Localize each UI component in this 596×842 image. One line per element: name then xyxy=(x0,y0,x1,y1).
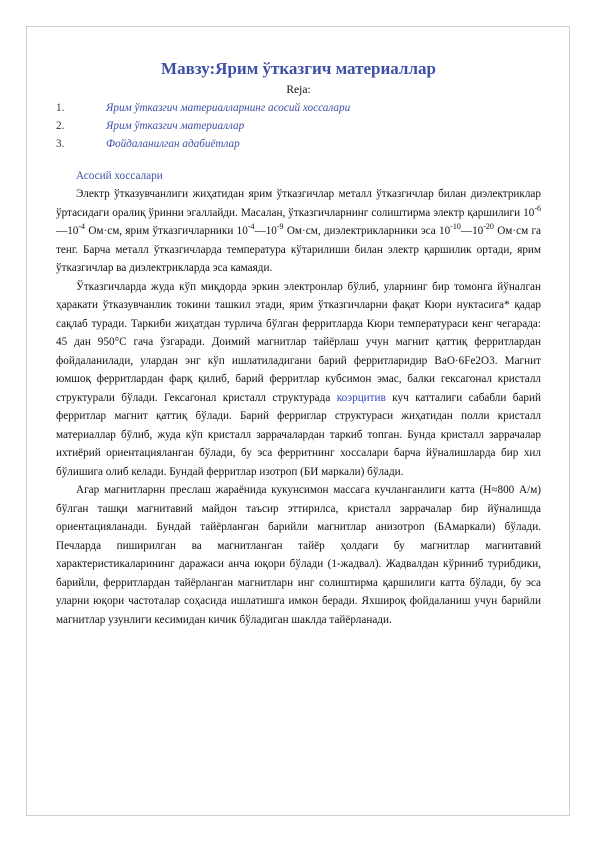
text-run: —10 xyxy=(254,225,277,237)
exponent: -4 xyxy=(247,222,255,231)
plan-item-number: 3. xyxy=(56,138,65,150)
document-body xyxy=(56,58,541,629)
text-run: Ом·см, диэлектрикларники эса 10 xyxy=(283,225,451,237)
exponent: -6 xyxy=(534,203,541,213)
section-heading: Асосий хоссалари xyxy=(76,170,163,182)
plan-item-text: Фойдаланилган адабиётлар xyxy=(106,138,240,150)
plan-item xyxy=(56,135,541,153)
plan-label: Reja: xyxy=(286,84,311,96)
exponent: -20 xyxy=(483,222,494,231)
exponent: -10 xyxy=(450,222,461,231)
plan-item-number: 1. xyxy=(56,102,65,114)
plan-item xyxy=(56,99,541,117)
plan-item-text: Ярим ўтказгич материаллар xyxy=(106,120,245,132)
paragraph-1 xyxy=(56,185,541,278)
text-run: Ўтказгичларда жуда кўп миқдорда эркин электронлар бўлиб, уларнинг бир томонга йўналган ҳаракати ўтказувчанлик токини ташкил этади, ярим ўтказгичларни фақат Кюри нуктасига* қадар сақлаб туради. Таркиби жиҳатдан турлича бўлган ферритларда Кюри температураси кенг чегарада: 45 дан 950°С гача ўзгаради. Доимий магнитлар тайёрлаш учун магнит қаттиқ ферритлардан фойдаланилади, улардан энг кўп ишлатиладигани барий ферритларидир BaO·6Fe2O3. Магнит юмшоқ ферритлардан фарқ қилиб, барий ферритлар кубсимон эмас, балки гексагонал кристалл структурали бўлади. Гексагонал кристалл структурада xyxy=(56,280,541,404)
text-run: куч катталиги сабабли барий ферритлар магнит қаттиқ бўлади. Барий ферриглар структураси жиҳатидан полли кристалл материаллар бўлиб, жуда кўп кристалл заррачалардан таркиб топган. Бунда кристалл заррачалар ихтиёрий ориентацияланган бўлади, бу эса ферритнинг хоссалари барча йўналишларда бир хил бўлишига олиб келади. Бундай ферритлар изотроп (БИ маркали) бўлади. xyxy=(56,391,541,478)
text-run: Электр ўтказувчанлиги жиҳатидан ярим ўтказгичлар металл ўтказгичлар билан диэлектриклар ўртасидаги оралиқ ўринни эгаллайди. Масалан, ўтказгичларнинг солиштирма электр қаршилиги 10 xyxy=(56,188,541,219)
plan-item-text: Ярим ўтказгич материалларнинг асосий хоссалари xyxy=(106,102,351,114)
paragraph-3: Агар магнитларнн преслаш жараёнида кукунсимон массага кучланганлиги катта (Н≈800 А/м) бўлган ташқи магнитавий майдон таъсир эттирилса, кристалл заррачалар бир йўналишда ориентацияланади. Бундай тайёрланган барийли магнитлар анизотроп (БАмаркали) бўлади. Печларда пиширилган ва магнитланган тайёр ҳолдаги бу магнитлар магнитавий характеристикаларининг даражаси анча юқори бўлади (1-жадвал). Жадвалдан кўриниб турибдики, барийли, ферритлардан тайёрланган магнитларн инг солиштирма қаршилиги катта бўлади, бу эса уларни юқори частоталар соҳасида ишлатишга имкон беради. Яхшироқ фойдаланиш учун барийли магнитлар узунлиги кесимидан кичик бўладиган шаклда тайёрланади. xyxy=(56,484,541,626)
text-run: Ом·см, ярим ўтказгичларники 10 xyxy=(85,225,248,237)
text-run: Ом·см га тенг. Барча металл ўтказгичларда температура кўтарилиши билан электр қаршилик ортади, ярим ўтказгичлар ва диэлектрикларда эса камаяди. xyxy=(56,225,541,274)
text-run: —10 xyxy=(56,225,79,237)
paragraph-2 xyxy=(56,278,541,482)
plan-item-number: 2. xyxy=(56,120,65,132)
plan-list xyxy=(56,99,541,153)
exponent: -9 xyxy=(276,222,284,231)
exponent: -4 xyxy=(78,222,86,231)
document-title: Мавзу:Ярим ўтказгич материаллар xyxy=(161,59,436,78)
plan-item xyxy=(56,117,541,135)
text-run: —10 xyxy=(460,225,484,237)
term-link[interactable]: коэрцитив xyxy=(336,391,386,404)
